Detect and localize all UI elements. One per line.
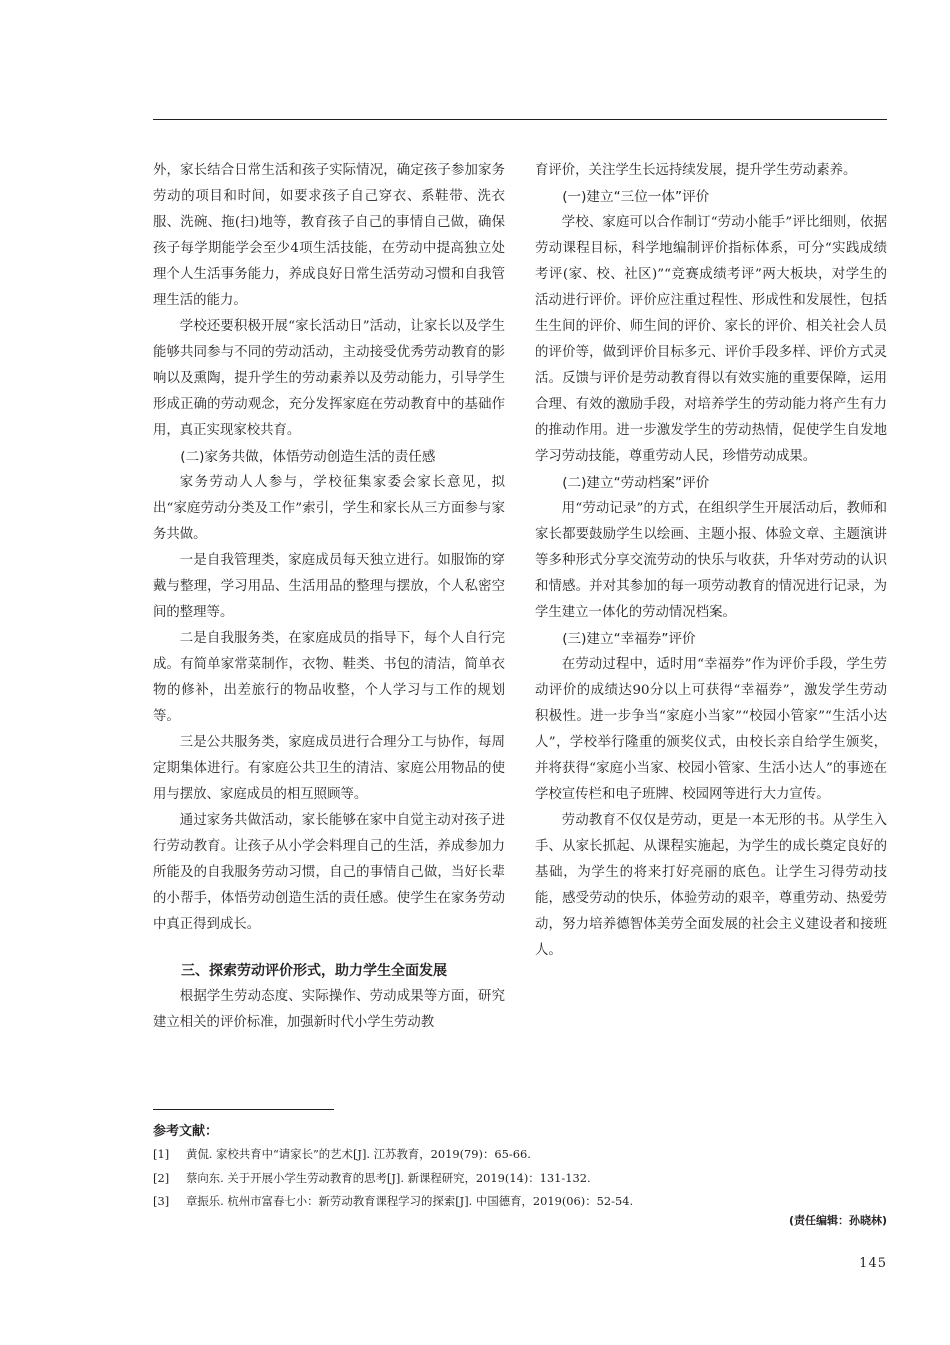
paragraph: 一是自我管理类，家庭成员每天独立进行。如服饰的穿戴与整理，学习用品、生活用品的整理与摆放，个人私密空间的整理等。 (153, 553, 505, 620)
paragraph: 三是公共服务类，家庭成员进行合理分工与协作，每周定期集体进行。有家庭公共卫生的清洁、家庭公用物品的使用与摆放、家庭成员的相互照顾等。 (153, 735, 505, 802)
references-rule (153, 1109, 334, 1110)
reference-item (153, 1143, 887, 1167)
reference-number: [1] (153, 1147, 170, 1161)
reference-text: 蔡向东. 关于开展小学生劳动教育的思考[J]. 新课程研究，2019(14)：131-132. (186, 1170, 591, 1185)
paragraph: 学校还要积极开展“家长活动日”活动，让家长以及学生能够共同参与不同的劳动活动，主动接受优秀劳动教育的影响以及熏陶，提升学生的劳动素养以及劳动能力，引导学生形成正确的劳动观念，充分发挥家庭在劳动教育中的基础作用，真正实现家校共育。 (153, 319, 505, 438)
subsection-heading: (三)建立“幸福券”评价 (562, 631, 696, 647)
paragraph: 在劳动过程中，适时用“幸福券”作为评价手段，学生劳动评价的成绩达90分以上可获得“幸福券”，激发学生劳动积极性。进一步争当“家庭小当家”“校园小管家”“生活小达人”，学校举行隆重的颁奖仪式，由校长亲自给学生颁奖，并将获得“家庭小当家、校园小管家、生活小达人”的事迹在学校宣传栏和电子班牌、校园网等进行大力宣传。 (535, 657, 887, 802)
responsible-editor: (责任编辑：孙晓林) (788, 1214, 887, 1227)
reference-text: 章振乐. 杭州市富春七小：新劳动教育课程学习的探索[J]. 中国德育，2019(06)：52-54. (186, 1194, 634, 1208)
paragraph: 外，家长结合日常生活和孩子实际情况，确定孩子参加家务劳动的项目和时间，如要求孩子自己穿衣、系鞋带、洗衣服、洗碗、拖(扫)地等，教育孩子自己的事情自己做，确保孩子每学期能学会至少4项生活技能，在劳动中提高独立处理个人生活事务能力，养成良好日常生活劳动习惯和自我管理生活的能力。 (153, 163, 505, 308)
left-column (153, 158, 505, 1036)
subsection-heading: (二)建立“劳动档案”评价 (562, 475, 710, 491)
right-column (535, 158, 887, 964)
paragraph: 通过家务共做活动，家长能够在家中自觉主动对孩子进行劳动教育。让孩子从小学会料理自己的生活，养成参加力所能及的自我服务劳动习惯，自己的事情自己做，当好长辈的小帮手，体悟劳动创造生活的责任感。使学生在家务劳动中真正得到成长。 (153, 813, 505, 932)
reference-item (153, 1167, 887, 1191)
page-number: 145 (859, 1256, 887, 1271)
paragraph: 根据学生劳动态度、实际操作、劳动成果等方面，研究建立相关的评价标准，加强新时代小学生劳动教 (153, 989, 505, 1030)
paragraph: 学校、家庭可以合作制订“劳动小能手”评比细则，依据劳动课程目标，科学地编制评价指标体系，可分“实践成绩考评(家、校、社区)”“竞赛成绩考评”两大板块，对学生的活动进行评价。评价应注重过程性、形成性和发展性，包括生生间的评价、师生间的评价、家长的评价、相关社会人员的评价等，做到评价目标多元、评价手段多样、评价方式灵活。反馈与评价是劳动教育得以有效实施的重要保障，运用合理、有效的激励手段，对培养学生的劳动能力将产生有力的推动作用。进一步激发学生的劳动热情，促使学生自发地学习劳动技能，尊重劳动人民，珍惜劳动成果。 (535, 215, 887, 464)
paragraph: 用“劳动记录”的方式，在组织学生开展活动后，教师和家长都要鼓励学生以绘画、主题小报、体验文章、主题演讲等多种形式分享交流劳动的快乐与收获，升华对劳动的认识和情感。并对其参加的每一项劳动教育的情况进行记录，为学生建立一体化的劳动情况档案。 (535, 501, 887, 620)
references-title: 参考文献： (153, 1124, 219, 1139)
header-rule (153, 119, 887, 120)
reference-item (153, 1190, 887, 1214)
paragraph: 育评价，关注学生长远持续发展，提升学生劳动素养。 (535, 163, 857, 178)
section-heading: 三、探索劳动评价形式，助力学生全面发展 (181, 963, 447, 979)
subsection-heading: (一)建立“三位一体”评价 (562, 189, 710, 205)
reference-number: [3] (153, 1194, 170, 1208)
subsection-heading: (二)家务共做，体悟劳动创造生活的责任感 (180, 449, 436, 465)
paragraph: 劳动教育不仅仅是劳动，更是一本无形的书。从学生入手、从家长抓起、从课程实施起，为学生的成长奠定良好的基础，为学生的将来打好亮丽的底色。让学生习得劳动技能，感受劳动的快乐，体验劳动的艰辛，尊重劳动、热爱劳动，努力培养德智体美劳全面发展的社会主义建设者和接班人。 (535, 813, 887, 958)
reference-list (153, 1143, 887, 1214)
reference-number: [2] (153, 1170, 170, 1185)
paragraph: 家务劳动人人参与，学校征集家委会家长意见，拟出“家庭劳动分类及工作”索引，学生和家长从三方面参与家务共做。 (153, 475, 505, 542)
reference-text: 黄侃. 家校共育中“请家长”的艺术[J]. 江苏教育，2019(79)：65-66. (186, 1147, 531, 1161)
paragraph: 二是自我服务类，在家庭成员的指导下，每个人自行完成。有简单家常菜制作，衣物、鞋类、书包的清洁，简单衣物的修补，出差旅行的物品收整，个人学习与工作的规划等。 (153, 631, 505, 724)
